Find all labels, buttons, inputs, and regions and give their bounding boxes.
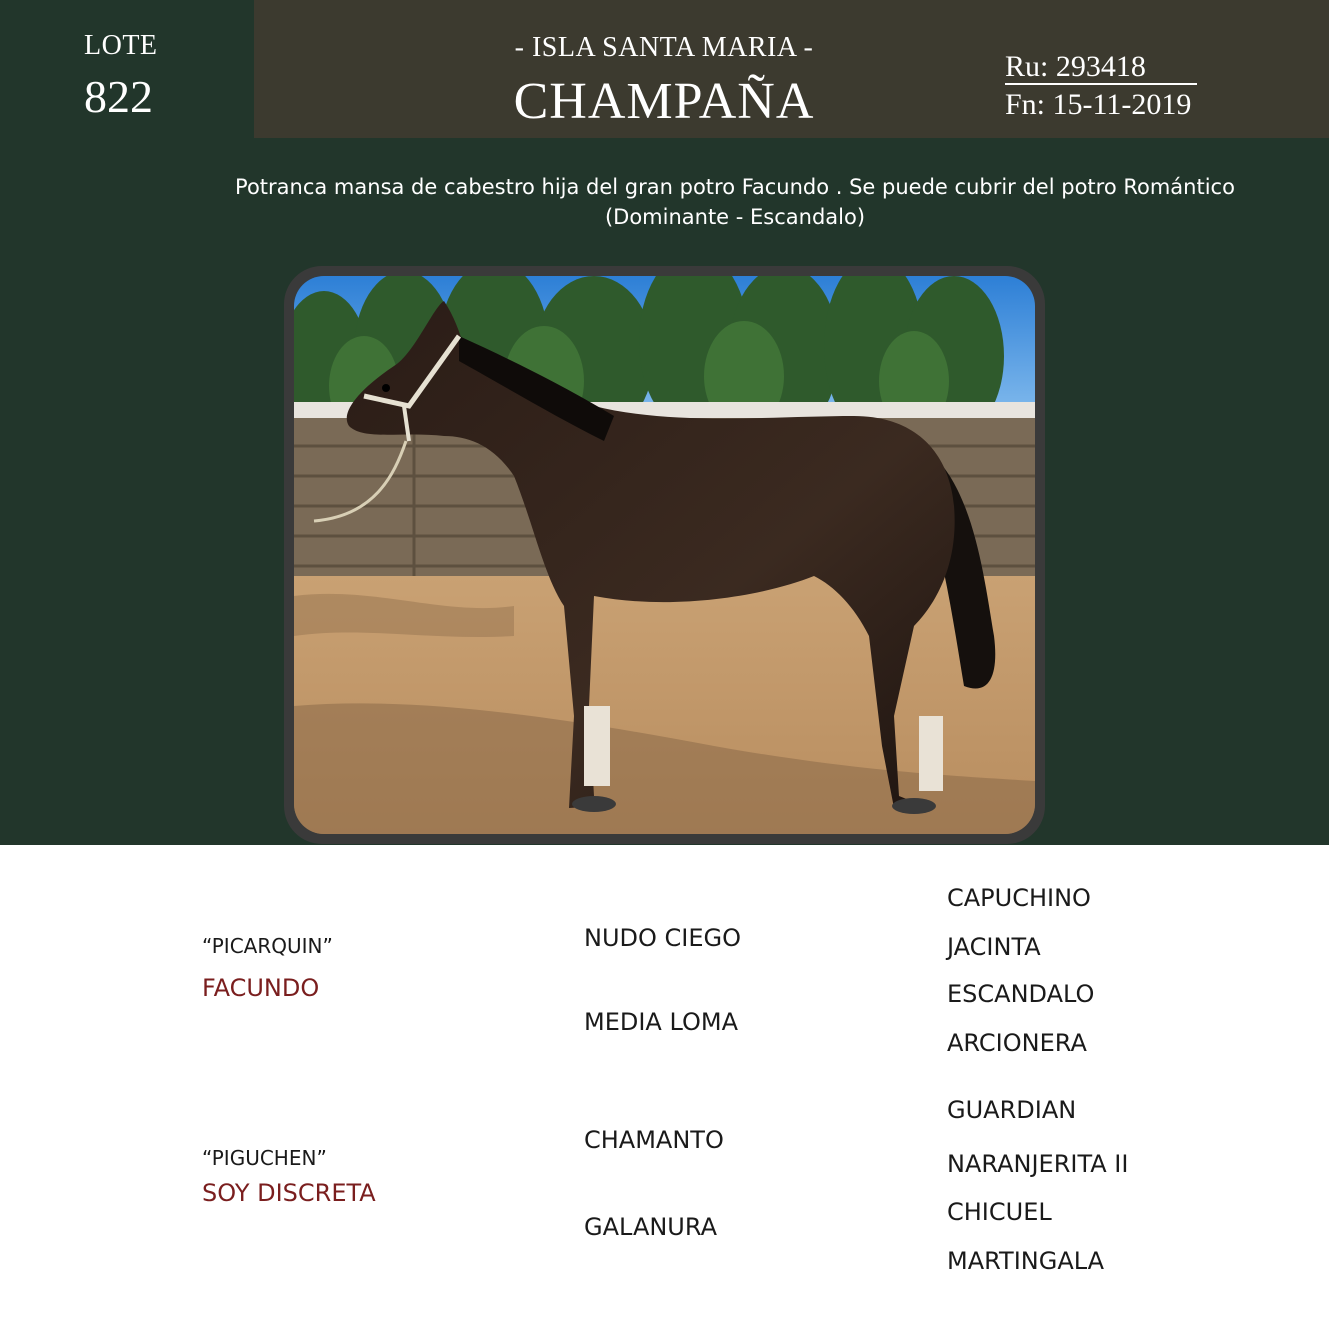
dam-nickname: “PIGUCHEN” [202,1146,327,1170]
photo-frame [284,266,1045,844]
registration-number: Ru: 293418 [1005,51,1197,85]
title-bar [254,0,1329,138]
dam-sire: CHAMANTO [584,1126,724,1154]
description-line-1: Potranca mansa de cabestro hija del gran potro Facundo . Se puede cubrir del potro Romántico [235,175,1235,199]
sire-dam: MEDIA LOMA [584,1008,739,1036]
stud-name: - ISLA SANTA MARIA - [514,32,814,63]
grandparent: MARTINGALA [947,1247,1105,1275]
horse-name: CHAMPAÑA [513,73,815,130]
grandparent: JACINTA [947,933,1041,961]
dam-name: SOY DISCRETA [202,1179,376,1207]
description [140,172,1329,232]
grandparent: CHICUEL [947,1198,1052,1226]
grandparent: NARANJERITA II [947,1150,1129,1178]
dam-dam: GALANURA [584,1213,717,1241]
birth-date: Fn: 15-11-2019 [1005,88,1192,121]
grandparent: ESCANDALO [947,980,1095,1008]
sire-nickname: “PICARQUIN” [202,934,333,958]
grandparent: CAPUCHINO [947,884,1091,912]
sire-sire: NUDO CIEGO [584,924,742,952]
description-line-2: (Dominante - Escandalo) [604,205,866,229]
horse-photo [294,276,1035,834]
sire-name: FACUNDO [202,974,320,1002]
grandparent: ARCIONERA [947,1029,1087,1057]
registration-info [1005,48,1197,124]
grandparent: GUARDIAN [947,1096,1077,1124]
lot-label: LOTE [84,30,158,61]
lot-number: 822 [84,71,153,122]
lot-block [84,30,158,123]
